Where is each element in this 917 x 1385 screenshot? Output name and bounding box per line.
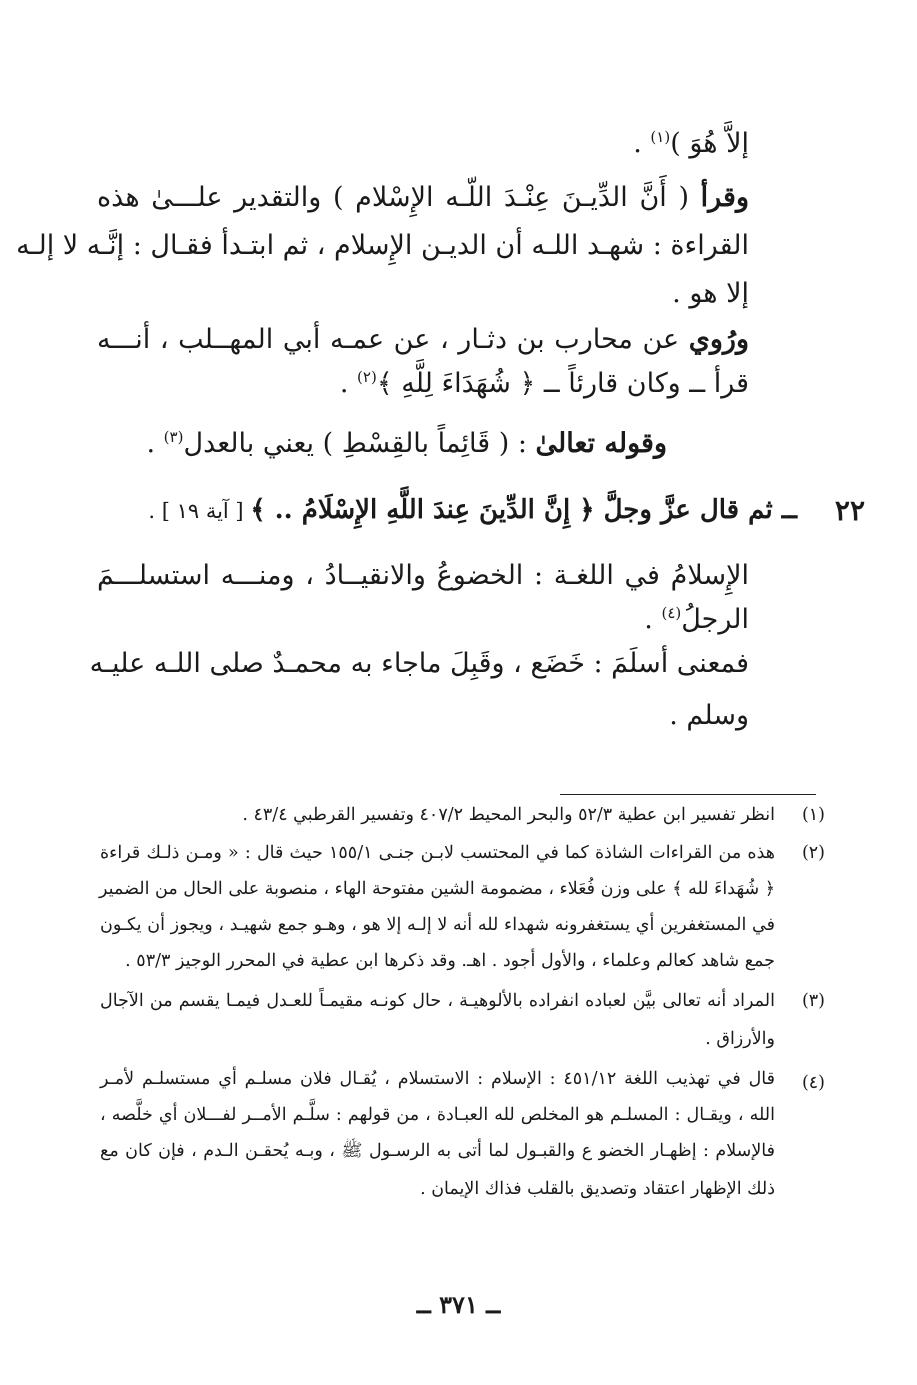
footnote-number: (٣) <box>801 991 825 1011</box>
lead-word: وقوله تعالىٰ <box>535 428 667 459</box>
footnote-2-line-3: في المستغفرين أي يستغفرونه شهداء لله أنه لا إلـه إلا هو ، وهـو جمع شهيـد ، ويجوز أن يكـون <box>100 915 775 935</box>
footnote-3-line-2: والأرزاق . <box>705 1029 775 1049</box>
footnote-4-line-1: قال في تهذيب اللغة ٤٥١/١٢ : الإسلام : الاستسلام ، يُقـال فلان مسلـم أي مستسلـم لأمـر <box>100 1069 775 1089</box>
main-line-2: وقرأ ( أَنَّ الدِّيـنَ عِنْـدَ اللّـه الإِسْلام ) والتقدير علـــىٰ هذه <box>97 182 749 213</box>
main-line-12: وسلم . <box>669 700 749 731</box>
main-line-3: القراءة : شهـد اللـه أن الديـن الإِسلام ، ثم ابتـدأ فقـال : إنَّـه لا إلـه <box>16 230 749 261</box>
main-line-9: الإِسلامُ في اللغـة : الخضوعُ والانقيــادُ ، ومنـــه استسلـــمَ <box>97 560 749 591</box>
section-number: ٢٢ <box>834 494 865 527</box>
footnote-number: (٤) <box>801 1073 825 1093</box>
footnote-4-line-4: ذلك الإظهار اعتقاد وتصديق بالقلب فذاك الإيمان . <box>420 1179 775 1199</box>
page-number: ــ ٣٧١ ــ <box>416 1290 501 1319</box>
main-line-6: قرأ ــ وكان قارئاً ــ ﴿ شُهَدَاءَ لِلَّهِ ﴾$^{(٢)}$ . <box>339 368 749 399</box>
footnote-1-line-1: انظر تفسير ابن عطية ٥٢/٣ والبحر المحيط ٤٠٧/٢ وتفسير القرطبي ٤٣/٤ . <box>242 805 775 825</box>
lead-word: ورُوي <box>688 324 749 355</box>
footnote-number: (١) <box>801 805 825 825</box>
main-line-1: إلاَّ هُوَ )$^{(١)}$ . <box>633 128 749 159</box>
footnote-2-line-1: هذه من القراءات الشاذة كما في المحتسب لابـن جنـى ١٥٥/١ حيث قال : « ومـن ذلـك قراءة <box>100 843 775 863</box>
lead-word: وقرأ <box>700 182 749 213</box>
footnote-ref: (٢) <box>357 368 377 386</box>
main-line-5: ورُوي عن محارب بن دثـار ، عن عمـه أبي المهــلب ، أنـــه <box>97 324 749 355</box>
section-heading: ــ ثم قال عزَّ وجلَّ ﴿ إِنَّ الدِّينَ عِندَ اللَّهِ الإِسْلَامُ .. ﴾ [ آية ١٩ ] . <box>148 495 797 525</box>
footnote-2-line-2: ﴿ شُهَداءَ لله ﴾ على وزن فُعَلاء ، مضمومة الشين مفتوحة الهاء ، منصوبة على الحال من الضمير <box>99 879 775 899</box>
footnote-4-line-3: فالإسلام : إظهـار الخضو ع والقبـول لما أتى به الرسـول ﷺ ، وبـه يُحقـن الـدم ، فإن كان مع <box>100 1141 775 1161</box>
footnote-number: (٢) <box>801 843 825 863</box>
footnote-ref: (٤) <box>661 604 682 622</box>
footnote-ref: (١) <box>650 128 671 146</box>
footnote-2-line-4: جمع شاهد كعالم وعلماء ، والأول أجود . اهـ. وقد ذكرها ابن عطية في المحرر الوجيز ٥٣/٣ . <box>125 951 775 971</box>
main-line-11: فمعنى أسلَمَ : خَضَع ، وقَبِلَ ماجاء به محمـدٌ صلى اللـه عليـه <box>89 648 749 679</box>
footnote-4-line-2: الله ، ويقـال : المسلـم هو المخلص لله العبـادة ، من قولهم : سلَّـم الأمــر لفـــلان أي خلَّصه ، <box>100 1105 775 1125</box>
footnote-3-line-1: المراد أنه تعالى بيَّن لعباده انفراده بالألوهيـة ، حال كونـه مقيمـاً للعـدل فيمـا يقسم من الآجال <box>100 991 775 1011</box>
footnote-separator <box>560 794 816 795</box>
main-line-7: وقوله تعالىٰ : ( قَائِماً بالقِسْطِ ) يعني بالعدل$^{(٣)}$ . <box>146 428 667 459</box>
main-line-4: إلا هو . <box>672 278 749 309</box>
main-line-10: الرجلُ$^{(٤)}$ . <box>644 604 749 635</box>
footnote-ref: (٣) <box>163 428 184 446</box>
